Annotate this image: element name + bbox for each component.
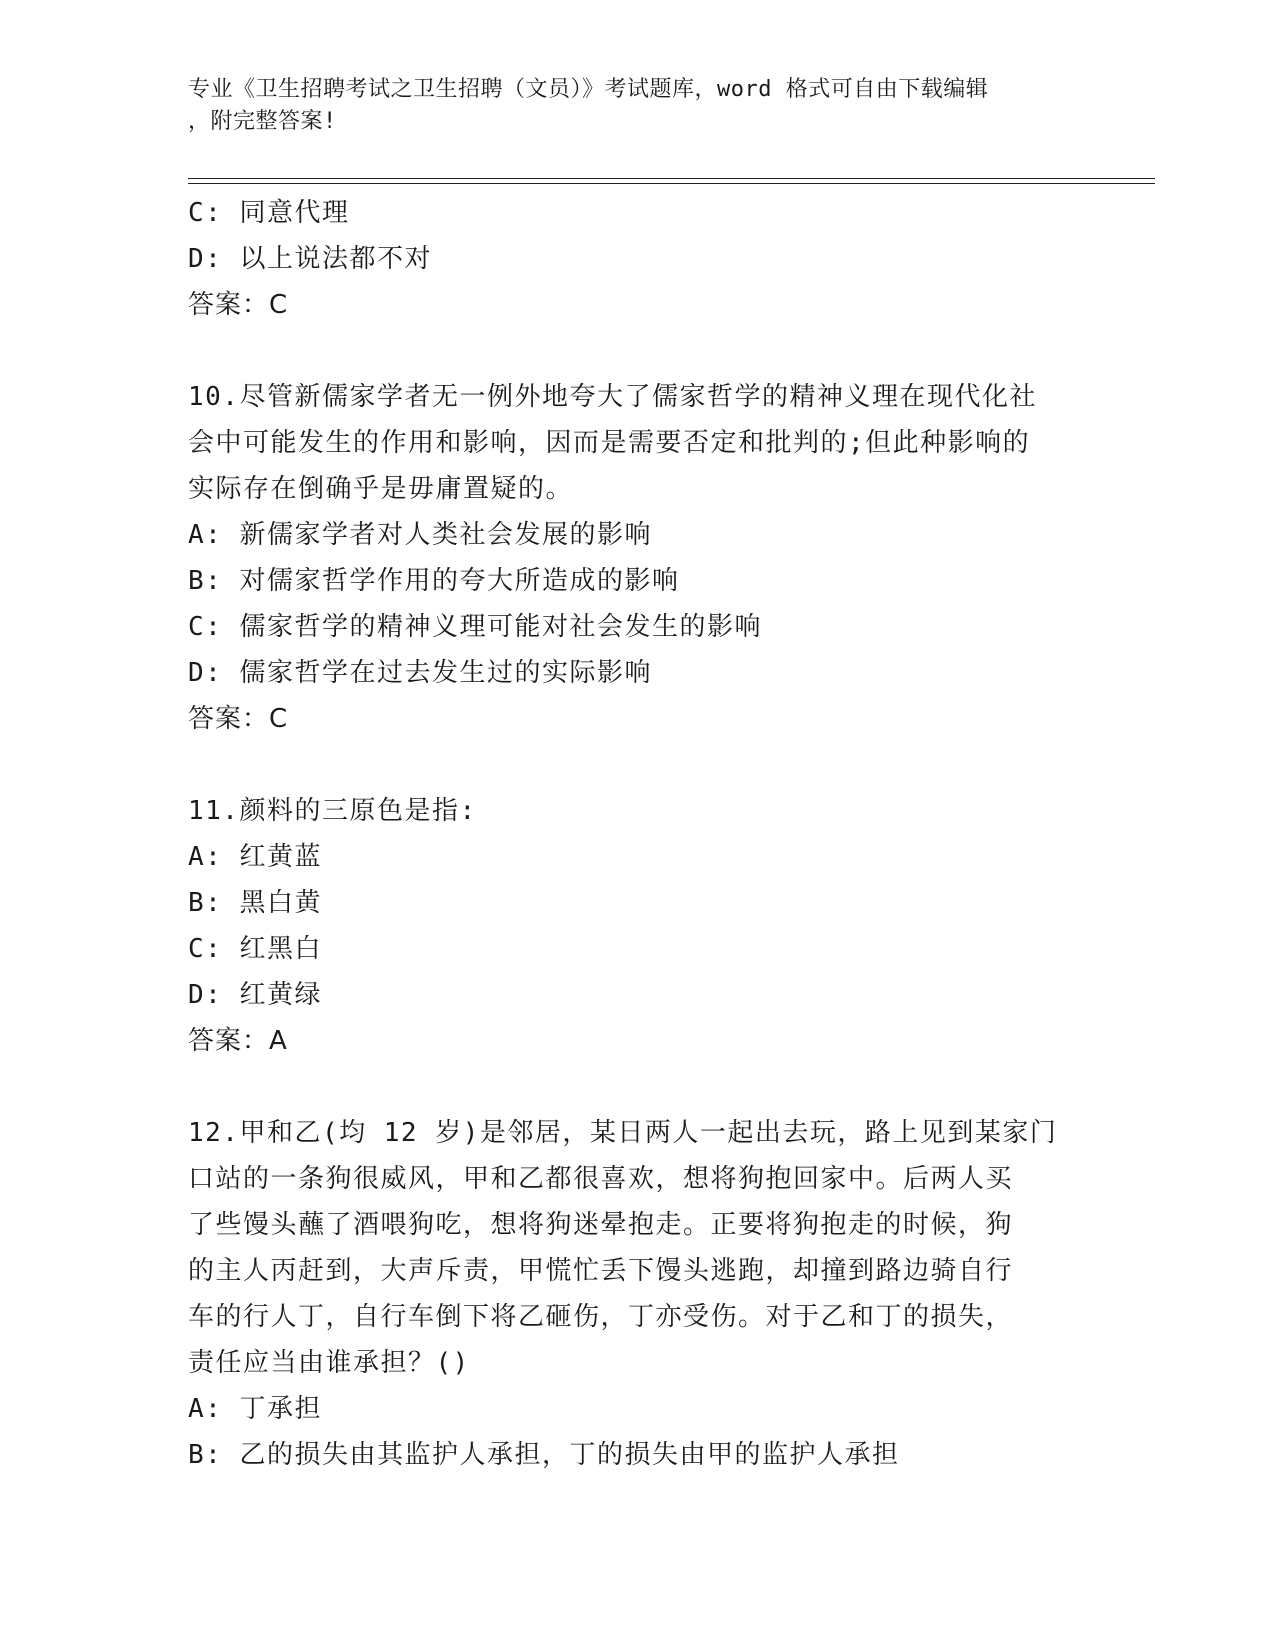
question-text-line: 实际存在倒确乎是毋庸置疑的。 — [188, 474, 574, 504]
question-12 — [188, 1110, 1088, 1478]
spacer — [188, 1064, 1088, 1110]
header-divider-top — [188, 178, 1155, 179]
document-header — [188, 74, 1068, 138]
option-c: C: 儒家哲学的精神义理可能对社会发生的影响 — [188, 612, 762, 642]
question-text-line: 车的行人丁，自行车倒下将乙砸伤，丁亦受伤。对于乙和丁的损失， — [188, 1302, 1014, 1332]
option-b: B: 乙的损失由其监护人承担，丁的损失由甲的监护人承担 — [188, 1440, 900, 1470]
header-line-2: ，附完整答案! — [188, 109, 337, 134]
question-text-line: 12.甲和乙(均 12 岁)是邻居，某日两人一起出去玩，路上见到某家门 — [188, 1118, 1058, 1148]
question-10 — [188, 374, 1088, 742]
question-text-line: 10.尽管新儒家学者无一例外地夸大了儒家哲学的精神义理在现代化社 — [188, 382, 1037, 412]
question-text-line: 的主人丙赶到，大声斥责，甲慌忙丢下馒头逃跑，却撞到路边骑自行 — [188, 1256, 1014, 1286]
header-line-1: 专业《卫生招聘考试之卫生招聘（文员）》考试题库，word 格式可自由下载编辑 — [188, 77, 989, 102]
option-c: C: 同意代理 — [188, 198, 350, 228]
answer-line: 答案：C — [188, 704, 289, 734]
spacer — [188, 328, 1088, 374]
question-11 — [188, 788, 1088, 1064]
spacer — [188, 742, 1088, 788]
answer-line: 答案：A — [188, 1026, 288, 1056]
option-d: D: 以上说法都不对 — [188, 244, 432, 274]
option-c: C: 红黑白 — [188, 934, 322, 964]
question-text-line: 了些馒头蘸了酒喂狗吃，想将狗迷晕抱走。正要将狗抱走的时候，狗 — [188, 1210, 1014, 1240]
question-9-tail — [188, 190, 1088, 328]
question-text-line: 责任应当由谁承担？() — [188, 1348, 470, 1378]
answer-line: 答案：C — [188, 290, 289, 320]
question-text-line: 11.颜料的三原色是指: — [188, 796, 477, 826]
question-text-line: 会中可能发生的作用和影响，因而是需要否定和批判的;但此种影响的 — [188, 428, 1031, 458]
option-b: B: 黑白黄 — [188, 888, 322, 918]
header-divider-bottom — [188, 183, 1155, 184]
option-d: D: 儒家哲学在过去发生过的实际影响 — [188, 658, 652, 688]
option-a: A: 丁承担 — [188, 1394, 322, 1424]
option-a: A: 红黄蓝 — [188, 842, 322, 872]
option-a: A: 新儒家学者对人类社会发展的影响 — [188, 520, 652, 550]
option-b: B: 对儒家哲学作用的夸大所造成的影响 — [188, 566, 680, 596]
question-text-line: 口站的一条狗很威风，甲和乙都很喜欢，想将狗抱回家中。后两人买 — [188, 1164, 1014, 1194]
option-d: D: 红黄绿 — [188, 980, 322, 1010]
question-list — [188, 190, 1088, 1478]
